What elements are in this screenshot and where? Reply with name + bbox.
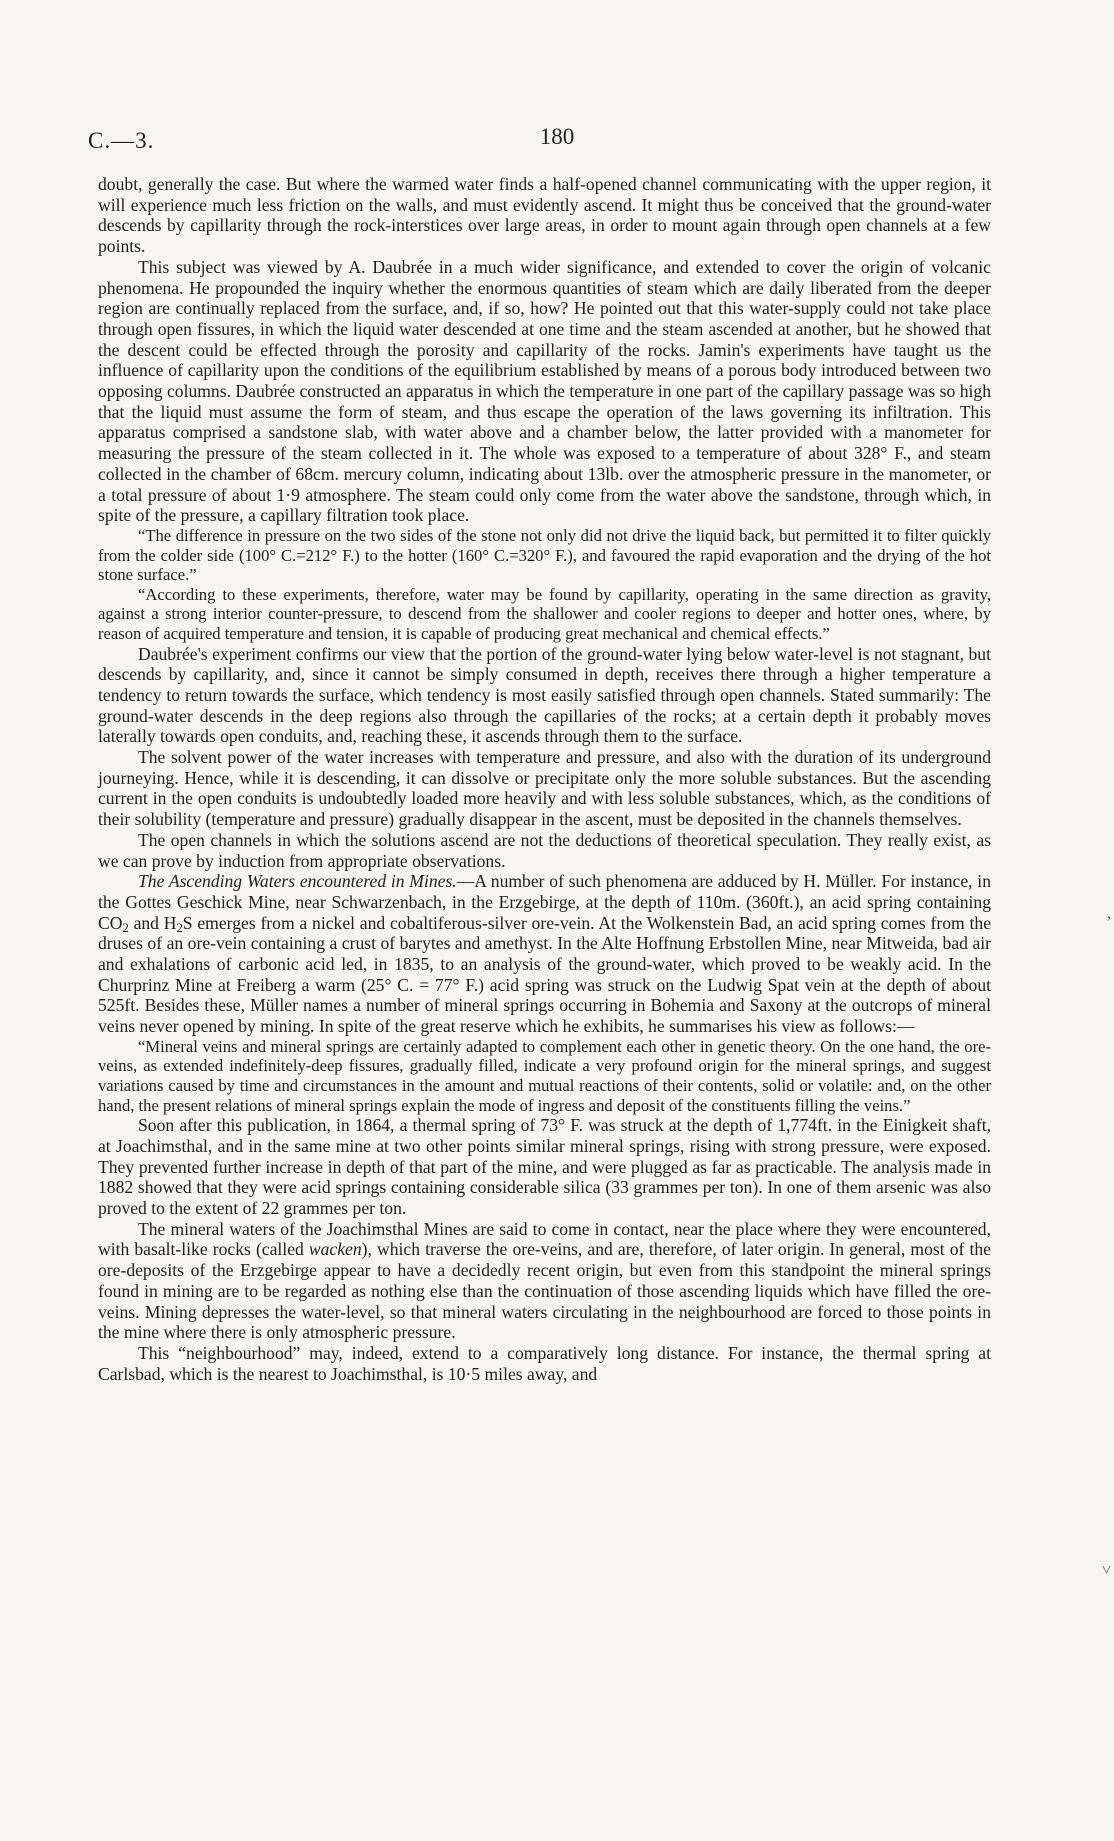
paragraph: doubt, generally the case. But where the warmed water finds a half-opened channel communicating with the upper region, it will experience much less friction on the walls, and must evidently ascend. It might thus be conceived that the ground-water descends by capillarity through the rock-interstices over large areas, in order to mount again through open channels at a few points. bbox=[98, 174, 991, 257]
paragraph: The open channels in which the solutions ascend are not the deductions of theoretical speculation. They really exist, as we can prove by induction from appropriate observations. bbox=[98, 829, 991, 871]
quotation: “The difference in pressure on the two sides of the stone not only did not drive the liquid back, but permitted it to filter quickly from the colder side (100° C.=212° F.) to the hotter (160° C.=320° F.), and favoured the rapid evaporation and the drying of the hot stone surface.” bbox=[98, 525, 991, 585]
paragraph bbox=[98, 871, 991, 1037]
margin-mark: ˅ bbox=[1102, 1562, 1112, 1579]
paragraph: Daubrée's experiment confirms our view that the portion of the ground-water lying below water-level is not stagnant, but descends by capillarity, and, since it cannot be simply consumed in depth, receives there through a higher temperature a tendency to return towards the surface, which tendency is most easily satisfied through open channels. Stated summarily: The ground-water descends in the deep regions also through the capillaries of the rocks; at a certain depth it probably moves laterally towards open conduits, and, reaching these, it ascends through them to the surface. bbox=[98, 643, 991, 747]
paragraph: Soon after this publication, in 1864, a thermal spring of 73° F. was struck at the depth of 1,774ft. in the Einigkeit shaft, at Joachimsthal, and in the same mine at two other points similar mineral springs, rising with strong pressure, were exposed. They prevented further increase in depth of that part of the mine, and were plugged as far as practicable. The analysis made in 1882 showed that they were acid springs containing considerable silica (33 grammes per ton). In one of them arsenic was also proved to the extent of 22 grammes per ton. bbox=[98, 1115, 991, 1219]
series-reference: C.—3. bbox=[88, 128, 155, 153]
paragraph: This subject was viewed by A. Daubrée in a much wider significance, and extended to cover the origin of volcanic phenomena. He propounded the inquiry whether the enormous quantities of steam which are daily liberated from the deeper region are continually replaced from the surface, and, if so, how? He pointed out that this water-supply could not take place through open fissures, in which the liquid water descended at one time and the steam ascended at another, but he showed that the descent could be effected through the porosity and capillarity of the rocks. Jamin's experiments have taught us the influence of capillarity upon the conditions of the equilibrium established by means of a porous body introduced between two opposing columns. Daubrée constructed an apparatus in which the temperature in one part of the capillary passage was so high that the liquid must assume the form of steam, and thus escape the operation of the laws governing its infiltration. This apparatus comprised a sandstone slab, with water above and a chamber below, the latter provided with a manometer for measuring the pressure of the steam collected in it. The whole was exposed to a temperature of about 328° F., and steam collected in the chamber of 68cm. mercury column, indicating about 13lb. over the atmospheric pressure in the manometer, or a total pressure of about 1·9 atmosphere. The steam could only come from the water above the sandstone, through which, in spite of the pressure, a capillary filtration took place. bbox=[98, 256, 991, 526]
subscript: 2 bbox=[176, 920, 183, 935]
section-heading: The Ascending Waters encountered in Mines. bbox=[138, 871, 457, 892]
body-text bbox=[98, 174, 991, 1384]
italic-term: wacken bbox=[308, 1239, 362, 1260]
paragraph bbox=[98, 1219, 991, 1343]
text-run: The mineral waters of the Joachimsthal Mines are said to come in contact, near the place where they were encountered, with basalt-like rocks (called bbox=[98, 1218, 991, 1260]
quotation: “According to these experiments, therefore, water may be found by capillarity, operating in the same direction as gravity, against a strong interior counter-pressure, to descend from the shallower and cooler regions to deeper and hotter ones, where, by reason of acquired temperature and tension, it is capable of producing great mechanical and chemical effects.” bbox=[98, 584, 991, 643]
text-run: —A number of such phenomena are adduced by H. Müller. For instance, in the Gottes Geschick Mine, near Schwarzenbach, in the Erzgebirge, at the depth of 110m. (360ft.), an acid spring containing CO bbox=[98, 871, 991, 933]
text-run: and H bbox=[128, 912, 177, 933]
quotation: “Mineral veins and mineral springs are certainly adapted to complement each other in genetic theory. On the one hand, the ore-veins, as extended indefinitely-deep fissures, gradually filled, indicate a very profound origin for the mineral springs, and suggest variations caused by time and circumstances in the amount and mutual reactions of their contents, solid or volatile: and, on the other hand, the present relations of mineral springs explain the mode of ingress and deposit of the constituents filling the veins.” bbox=[98, 1036, 991, 1115]
paragraph: This “neighbourhood” may, indeed, extend to a comparatively long distance. For instance, the thermal spring at Carlsbad, which is the nearest to Joachimsthal, is 10·5 miles away, and bbox=[98, 1342, 991, 1384]
subscript: 2 bbox=[122, 920, 129, 935]
text-run: S emerges from a nickel and cobaltiferous-silver ore-vein. At the Wolkenstein Bad, an acid spring comes from the druses of an ore-vein containing a crust of barytes and amethyst. In the Alte Hoffnung Erbstollen Mine, near Mitweida, bad air and exhalations of carbonic acid led, in 1835, to an analysis of the ground-water, which proved to be weakly acid. In the Churprinz Mine at Freiberg a warm (25° C. = 77° F.) acid spring was struck on the Ludwig Spat vein at the depth of about 525ft. Besides these, Müller names a number of mineral springs occurring in Bohemia and Saxony at the outcrops of mineral veins never opened by mining. In spite of the great reserve which he exhibits, he summarises his view as follows:— bbox=[98, 912, 992, 1037]
paragraph: The solvent power of the water increases with temperature and pressure, and also with the duration of its underground journeying. Hence, while it is descending, it can dissolve or precipitate only the more soluble substances. But the ascending current in the open conduits is undoubtedly loaded more heavily and with less soluble substances, which, as the conditions of their solubility (temperature and pressure) gradually disappear in the ascent, must be deposited in the channels themselves. bbox=[98, 747, 991, 830]
text-run: ), which traverse the ore-veins, and are, therefore, of later origin. In general, most of the ore-deposits of the Erzgebirge appear to have a decidedly recent origin, but even from this standpoint the mineral springs found in mining are to be regarded as nothing else than the continuation of those ascending liquids which have filled the ore-veins. Mining depresses the water-level, so that mineral waters circulating in the neighbourhood are forced to those points in the mine where there is only atmospheric pressure. bbox=[98, 1239, 991, 1343]
margin-mark: , bbox=[1107, 905, 1111, 922]
page-number: 180 bbox=[539, 124, 575, 149]
